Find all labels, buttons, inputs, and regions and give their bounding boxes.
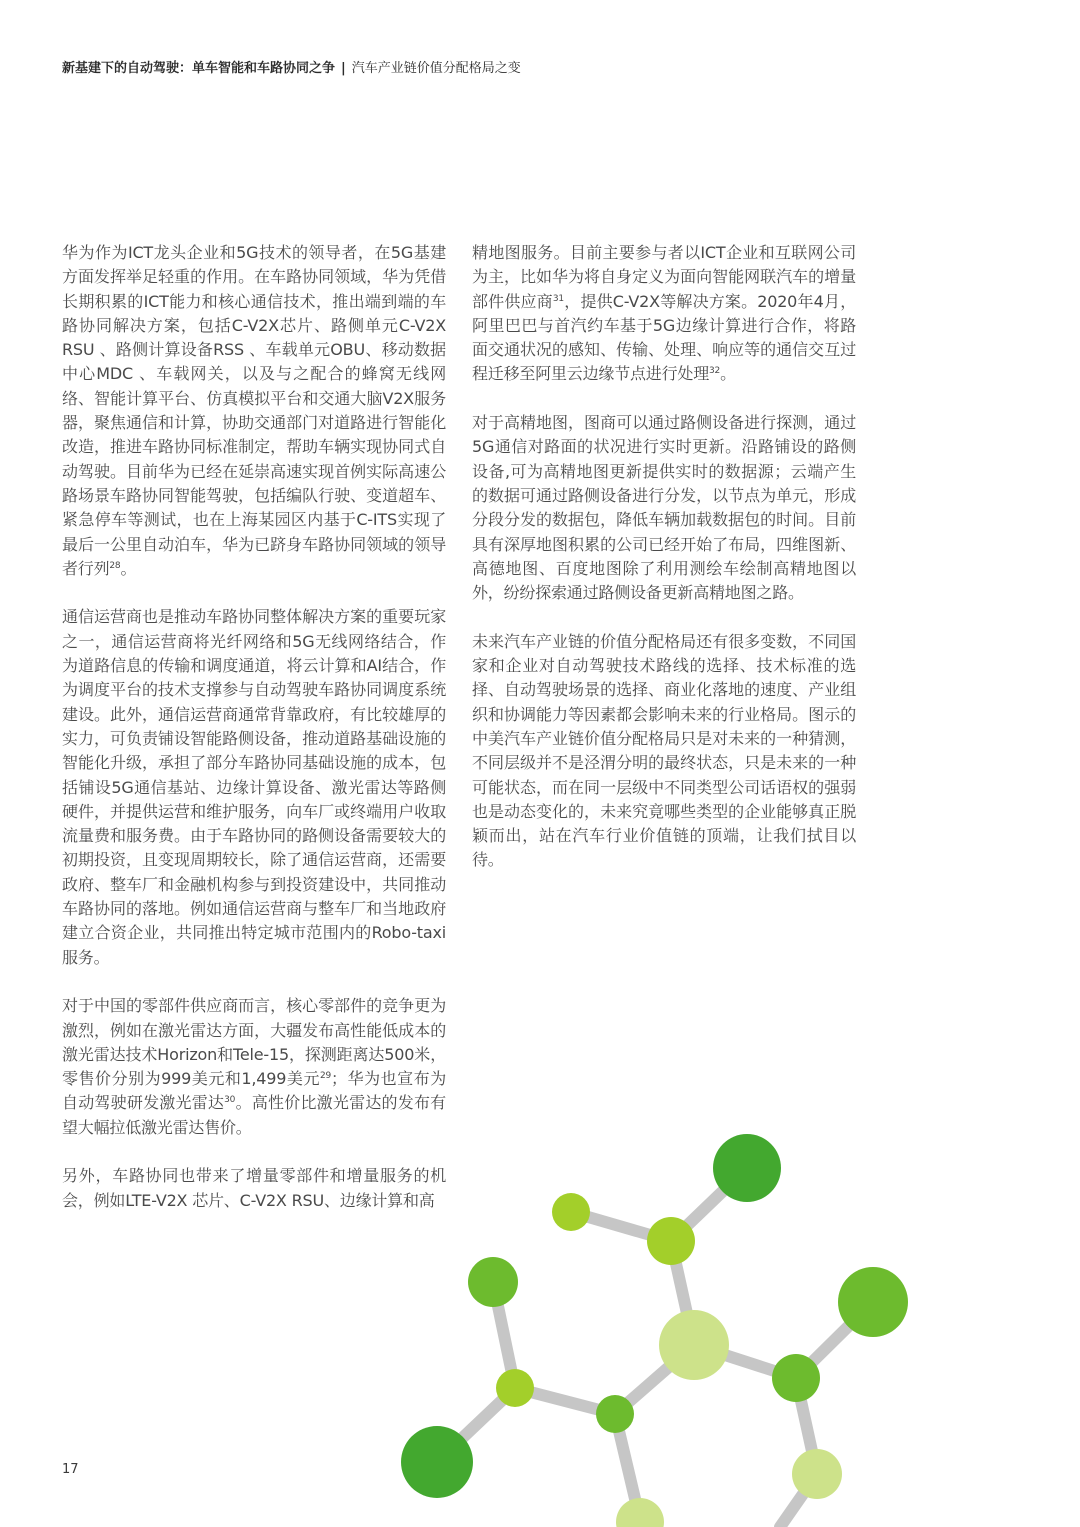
molecule-atom bbox=[616, 1498, 664, 1527]
footnote-ref: 28 bbox=[109, 560, 121, 571]
paragraph-text: 华为作为ICT龙头企业和5G技术的领导者，在5G基建方面发挥举足轻重的作用。在车路协同领域，华为凭借长期积累的ICT能力和核心通信技术，推出端到端的车路协同解决方案，包括C-V2X芯片、路侧单元C-V2X RSU 、路侧计算设备RSS 、车载单元OBU、移动数据中心MDC 、车载网关，以及与之配合的蜂窝无线网络、智能计算平台、仿真模拟平台和交通大脑V2X服务器，聚焦通信和计算，协助交通部门对道路进行智能化改造，推进车路协同标准制定，帮助车辆实现协同式自动驾驶。目前华为已经在延崇高速实现首例实际高速公路场景车路协同智能驾驶，包括编队行驶、变道超车、紧急停车等测试，也在上海某园区内基于C-ITS实现了最后一公里自动泊车，华为已跻身车路协同领域的领导者行列 bbox=[62, 243, 446, 578]
paragraph-incremental: 另外，车路协同也带来了增量零部件和增量服务的机会，例如LTE-V2X 芯片、C-V2X RSU、边缘计算和高 bbox=[62, 1166, 446, 1210]
paragraph-text: 对于中国的零部件供应商而言，核心零部件的竞争更为激烈，例如在激光雷达方面，大疆发布高性能低成本的激光雷达技术Horizon和Tele-15，探测距离达500米，零售价分别为999美元和1,499美元 bbox=[62, 996, 446, 1089]
molecule-atom bbox=[659, 1310, 729, 1380]
paragraph-text: ；华为也宣布为自动驾驶研发激光雷达 bbox=[62, 1069, 446, 1113]
molecule-atom bbox=[792, 1449, 842, 1499]
molecule-atom bbox=[401, 1426, 473, 1498]
molecule-atom bbox=[838, 1267, 908, 1337]
molecule-atom bbox=[596, 1395, 634, 1433]
footnote-ref: 31 bbox=[552, 293, 564, 304]
paragraph-text: ，提供C-V2X等解决方案。2020年4月，阿里巴巴与首汽约车基于5G边缘计算进行合作，将路面交通状况的感知、传输、处理、响应等的通信交互过程迁移至阿里云边缘节点进行处理 bbox=[472, 291, 856, 384]
molecule-atom bbox=[468, 1257, 518, 1307]
page-number: 17 bbox=[62, 1462, 79, 1477]
paragraph-operators: 通信运营商也是推动车路协同整体解决方案的重要玩家之一，通信运营商将光纤网络和5G无线网络结合，作为道路信息的传输和调度通道，将云计算和AI结合，作为调度平台的技术支撑参与自动驾驶车路协同调度系统建设。此外，通信运营商通常背靠政府，有比较雄厚的实力，可负责铺设智能路侧设备，推动道路基础设施的智能化升级，承担了部分车路协同基础设施的成本，包括铺设5G通信基站、边缘计算设备、激光雷达等路侧硬件，并提供运营和维护服务，向车厂或终端用户收取流量费和服务费。由于车路协同的路侧设备需要较大的初期投资，且变现周期较长，除了通信运营商，还需要政府、整车厂和金融机构参与到投资建设中，共同推动车路协同的落地。例如通信运营商与整车厂和当地政府建立合资企业，共同推出特定城市范围内的Robo-taxi服务。 bbox=[62, 607, 446, 967]
molecule-atom bbox=[713, 1134, 781, 1202]
molecule-atom bbox=[496, 1369, 534, 1407]
footnote-ref: 30 bbox=[224, 1095, 236, 1106]
paragraph-text: 精地图服务。目前主要参与者以ICT企业和互联网公司为主，比如华为将自身定义为面向智能网联汽车的增量部件供应商 bbox=[472, 243, 856, 311]
header-title: 新基建下的自动驾驶：单车智能和车路协同之争 bbox=[62, 61, 336, 76]
paragraph-text: 。高性价比激光雷达的发布有望大幅拉低激光雷达售价。 bbox=[62, 1093, 446, 1137]
molecule-atom bbox=[552, 1193, 590, 1231]
molecule-atom bbox=[647, 1217, 695, 1265]
paragraph-hd-map: 对于高精地图，图商可以通过路侧设备进行探测，通过5G通信对路面的状况进行实时更新。沿路铺设的路侧设备,可为高精地图更新提供实时的数据源；云端产生的数据可通过路侧设备进行分发，以节点为单元，形成分段分发的数据包，降低车辆加载数据包的时间。目前具有深厚地图积累的公司已经开始了布局，四维图新、高德地图、百度地图除了利用测绘车绘制高精地图以外，纷纷探索通过路侧设备更新高精地图之路。 bbox=[472, 413, 856, 603]
header-separator: | bbox=[341, 61, 346, 76]
paragraph-future: 未来汽车产业链的价值分配格局还有很多变数，不同国家和企业对自动驾驶技术路线的选择、技术标准的选择、自动驾驶场景的选择、商业化落地的速度、产业组织和协调能力等因素都会影响未来的行业格局。图示的中美汽车产业链价值分配格局只是对未来的一种猜测，不同层级并不是泾渭分明的最终状态，只是未来的一种可能状态，而在同一层级中不同类型公司话语权的强弱也是动态变化的，未来究竟哪些类型的企业能够真正脱颖而出，站在汽车行业价值链的顶端，让我们拭目以待。 bbox=[472, 631, 856, 870]
paragraph-text: 。 bbox=[120, 558, 137, 578]
footnote-ref: 32 bbox=[709, 366, 721, 377]
molecule-atoms bbox=[401, 1134, 908, 1527]
footnote-ref: 29 bbox=[319, 1071, 332, 1082]
molecule-atom bbox=[772, 1354, 820, 1402]
header-subtitle: 汽车产业链价值分配格局之变 bbox=[351, 61, 521, 76]
paragraph-text: 。 bbox=[720, 364, 736, 384]
